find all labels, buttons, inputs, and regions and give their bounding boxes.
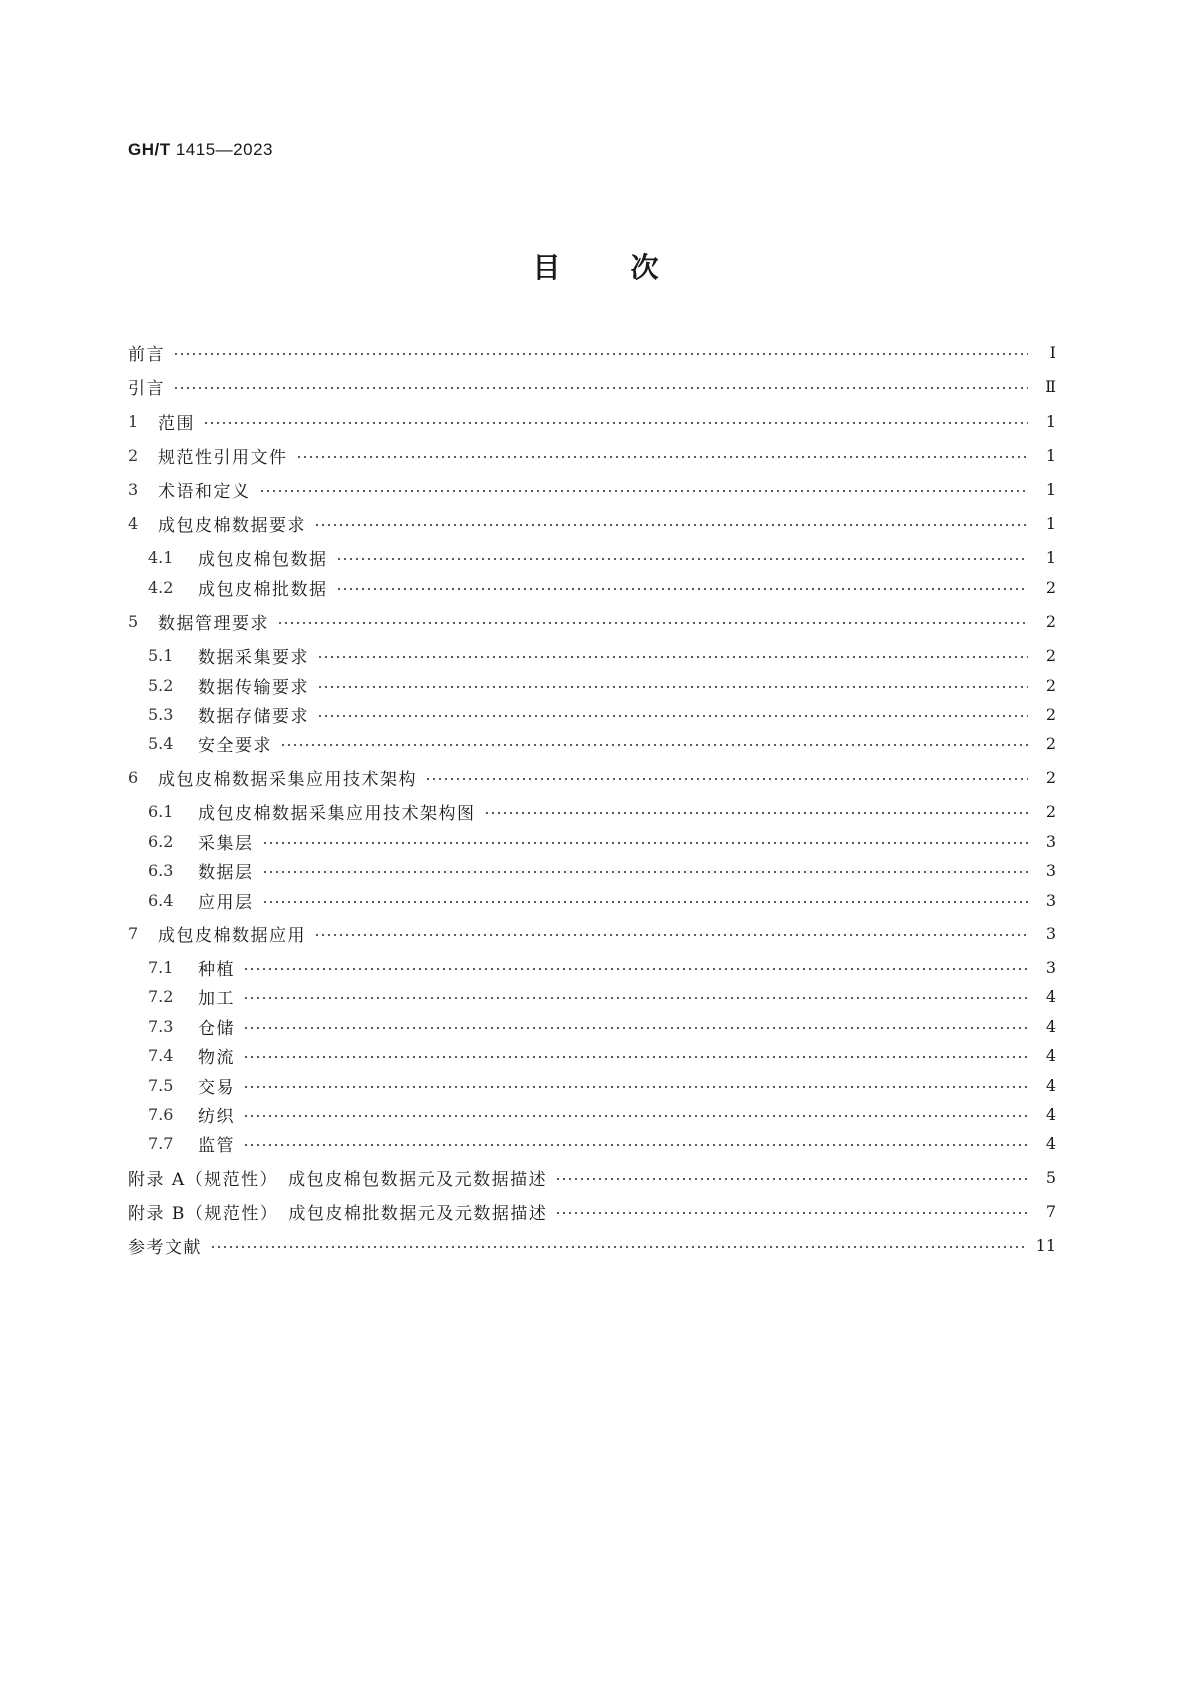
toc-entry-page: 11 [1035,1235,1056,1255]
toc-entry-title: 纺织 [198,1106,235,1127]
toc-entry[interactable] [128,477,1056,501]
toc-entry-page: 3 [1045,860,1056,880]
dot-leader [317,684,1028,690]
dot-leader [243,995,1028,1001]
toc-entry-number: 6.2 [148,831,174,851]
toc-entry-title: 仓储 [198,1018,235,1039]
dot-leader [317,654,1028,660]
toc-entry-title: 范围 [158,413,195,434]
toc-entry-page: 2 [1045,704,1056,724]
toc-entry-page: Ⅰ [1049,342,1056,362]
dot-leader [555,1210,1028,1216]
toc-entry-number: 5.1 [148,645,174,665]
toc-entry-page: 2 [1045,733,1056,753]
toc-entry-title: 物流 [198,1047,235,1068]
toc-entry-number: 5 [128,611,139,631]
toc-entry[interactable] [128,765,1056,789]
toc-entry-title: 成包皮棉数据采集应用技术架构图 [198,803,476,824]
toc-entry-title: 引言 [128,378,165,399]
toc-entry[interactable] [128,443,1056,467]
toc-entry[interactable] [128,702,1056,726]
dot-leader [262,869,1029,875]
toc-entry-number: 7.7 [148,1133,174,1153]
toc-entry-title: 数据采集要求 [198,647,309,668]
toc-entry[interactable] [128,1043,1056,1067]
dot-leader [203,420,1028,426]
toc-entry-title: 安全要求 [198,735,272,756]
toc-entry[interactable] [128,340,1056,364]
toc-heading-char-1: 目 [532,251,561,284]
dot-leader [243,1054,1028,1060]
dot-leader [555,1176,1028,1182]
dot-leader [280,742,1028,748]
toc-entry[interactable] [128,575,1056,599]
toc-entry[interactable] [128,1199,1056,1223]
dot-leader [210,1244,1026,1250]
toc-entry-title: 数据传输要求 [198,677,309,698]
toc-entry-title: 附录 A（规范性） 成包皮棉包数据元及元数据描述 [128,1169,548,1190]
toc-entry[interactable] [128,829,1056,853]
toc-entry-page: 5 [1045,1167,1056,1187]
toc-entry-title: 数据管理要求 [158,613,269,634]
toc-entry-page: 7 [1045,1201,1056,1221]
toc-entry[interactable] [128,409,1056,433]
toc-entry-page: 1 [1045,445,1056,465]
toc-entry-title: 成包皮棉数据应用 [158,925,306,946]
toc-entry[interactable] [128,1102,1056,1126]
toc-entry-title: 成包皮棉批数据 [198,579,328,600]
toc-entry-title: 应用层 [198,892,254,913]
toc-entry[interactable] [128,643,1056,667]
document-code-number: 1415—2023 [175,140,273,159]
dot-leader [336,586,1029,592]
toc-entry[interactable] [128,858,1056,882]
toc-entry-page: 1 [1045,513,1056,533]
toc-entry-number: 7.5 [148,1075,174,1095]
toc-entry-title: 数据层 [198,862,254,883]
toc-entry[interactable] [128,511,1056,535]
toc-entry-number: 6.3 [148,860,174,880]
toc-entry-title: 数据存储要求 [198,706,309,727]
toc-heading-char-2: 次 [630,251,659,284]
dot-leader [243,966,1028,972]
toc-entry-page: 3 [1045,831,1056,851]
toc-entry-number: 7.6 [148,1104,174,1124]
toc-entry-page: 4 [1045,1045,1056,1065]
toc-entry-title: 交易 [198,1077,235,1098]
toc-entry-page: Ⅱ [1045,376,1056,396]
dot-leader [317,713,1028,719]
toc-entry[interactable] [128,673,1056,697]
toc-entry-number: 4.2 [148,577,174,597]
toc-entry-title: 种植 [198,959,235,980]
toc-entry-title: 成包皮棉数据要求 [158,515,306,536]
toc-entry[interactable] [128,609,1056,633]
toc-entry-number: 2 [128,445,139,465]
toc-entry[interactable] [128,955,1056,979]
toc-entry-page: 4 [1045,986,1056,1006]
dot-leader [243,1142,1028,1148]
toc-entry[interactable] [128,545,1056,569]
dot-leader [243,1025,1028,1031]
toc-entry-page: 1 [1045,411,1056,431]
dot-leader [336,556,1029,562]
toc-entry[interactable] [128,1165,1056,1189]
toc-entry-number: 3 [128,479,139,499]
toc-entry-title: 规范性引用文件 [158,447,288,468]
toc-entry-number: 7 [128,923,139,943]
toc-entry-page: 1 [1045,479,1056,499]
toc-entry[interactable] [128,731,1056,755]
toc-heading [0,246,1191,286]
dot-leader [484,810,1029,816]
toc-entry-number: 6.1 [148,801,174,821]
toc-entry-number: 1 [128,411,139,431]
toc-entry[interactable] [128,799,1056,823]
toc-entry-number: 5.4 [148,733,174,753]
toc-entry[interactable] [128,1014,1056,1038]
toc-entry-page: 2 [1045,645,1056,665]
dot-leader [425,776,1028,782]
toc-entry-title: 采集层 [198,833,254,854]
toc-entry[interactable] [128,921,1056,945]
toc-entry-page: 1 [1045,547,1056,567]
toc-entry-number: 6 [128,767,139,787]
document-code [128,140,273,160]
dot-leader [314,522,1028,528]
dot-leader [314,932,1028,938]
toc-entry[interactable] [128,1233,1056,1257]
toc-entry-page: 2 [1045,577,1056,597]
toc-entry-page: 3 [1045,890,1056,910]
dot-leader [296,454,1029,460]
toc-entry-number: 4 [128,513,139,533]
toc-entry-number: 4.1 [148,547,174,567]
toc-entry-number: 7.3 [148,1016,174,1036]
toc-entry-page: 4 [1045,1016,1056,1036]
dot-leader [243,1113,1028,1119]
toc-entry-page: 4 [1045,1133,1056,1153]
document-code-prefix: GH/T [128,140,171,159]
dot-leader [259,488,1029,494]
toc-entry-page: 2 [1045,611,1056,631]
toc-entry-title: 监管 [198,1135,235,1156]
toc-entry-title: 参考文献 [128,1237,202,1258]
toc-entry-page: 3 [1045,957,1056,977]
toc-entry-title: 加工 [198,988,235,1009]
dot-leader [277,620,1028,626]
toc-entry-title: 附录 B（规范性） 成包皮棉批数据元及元数据描述 [128,1203,548,1224]
toc-entry-title: 成包皮棉包数据 [198,549,328,570]
dot-leader [262,899,1029,905]
toc-entry-title: 前言 [128,344,165,365]
dot-leader [262,840,1029,846]
toc-entry[interactable] [128,1073,1056,1097]
toc-entry-title: 成包皮棉数据采集应用技术架构 [158,769,417,790]
toc-entry[interactable] [128,374,1056,398]
toc-entry-number: 5.3 [148,704,174,724]
toc-entry-page: 4 [1045,1104,1056,1124]
toc-entry-number: 7.4 [148,1045,174,1065]
toc-entry-page: 2 [1045,801,1056,821]
toc-entry-number: 7.2 [148,986,174,1006]
toc-entry-page: 2 [1045,675,1056,695]
toc-entry-number: 6.4 [148,890,174,910]
toc-entry[interactable] [128,1131,1056,1155]
toc-entry[interactable] [128,888,1056,912]
dot-leader [173,385,1028,391]
toc-entry-page: 4 [1045,1075,1056,1095]
toc-entry-page: 2 [1045,767,1056,787]
dot-leader [243,1084,1028,1090]
toc-entry-number: 7.1 [148,957,174,977]
toc-entry[interactable] [128,984,1056,1008]
dot-leader [173,351,1028,357]
toc-entry-page: 3 [1045,923,1056,943]
toc-entry-title: 术语和定义 [158,481,251,502]
toc-entry-number: 5.2 [148,675,174,695]
